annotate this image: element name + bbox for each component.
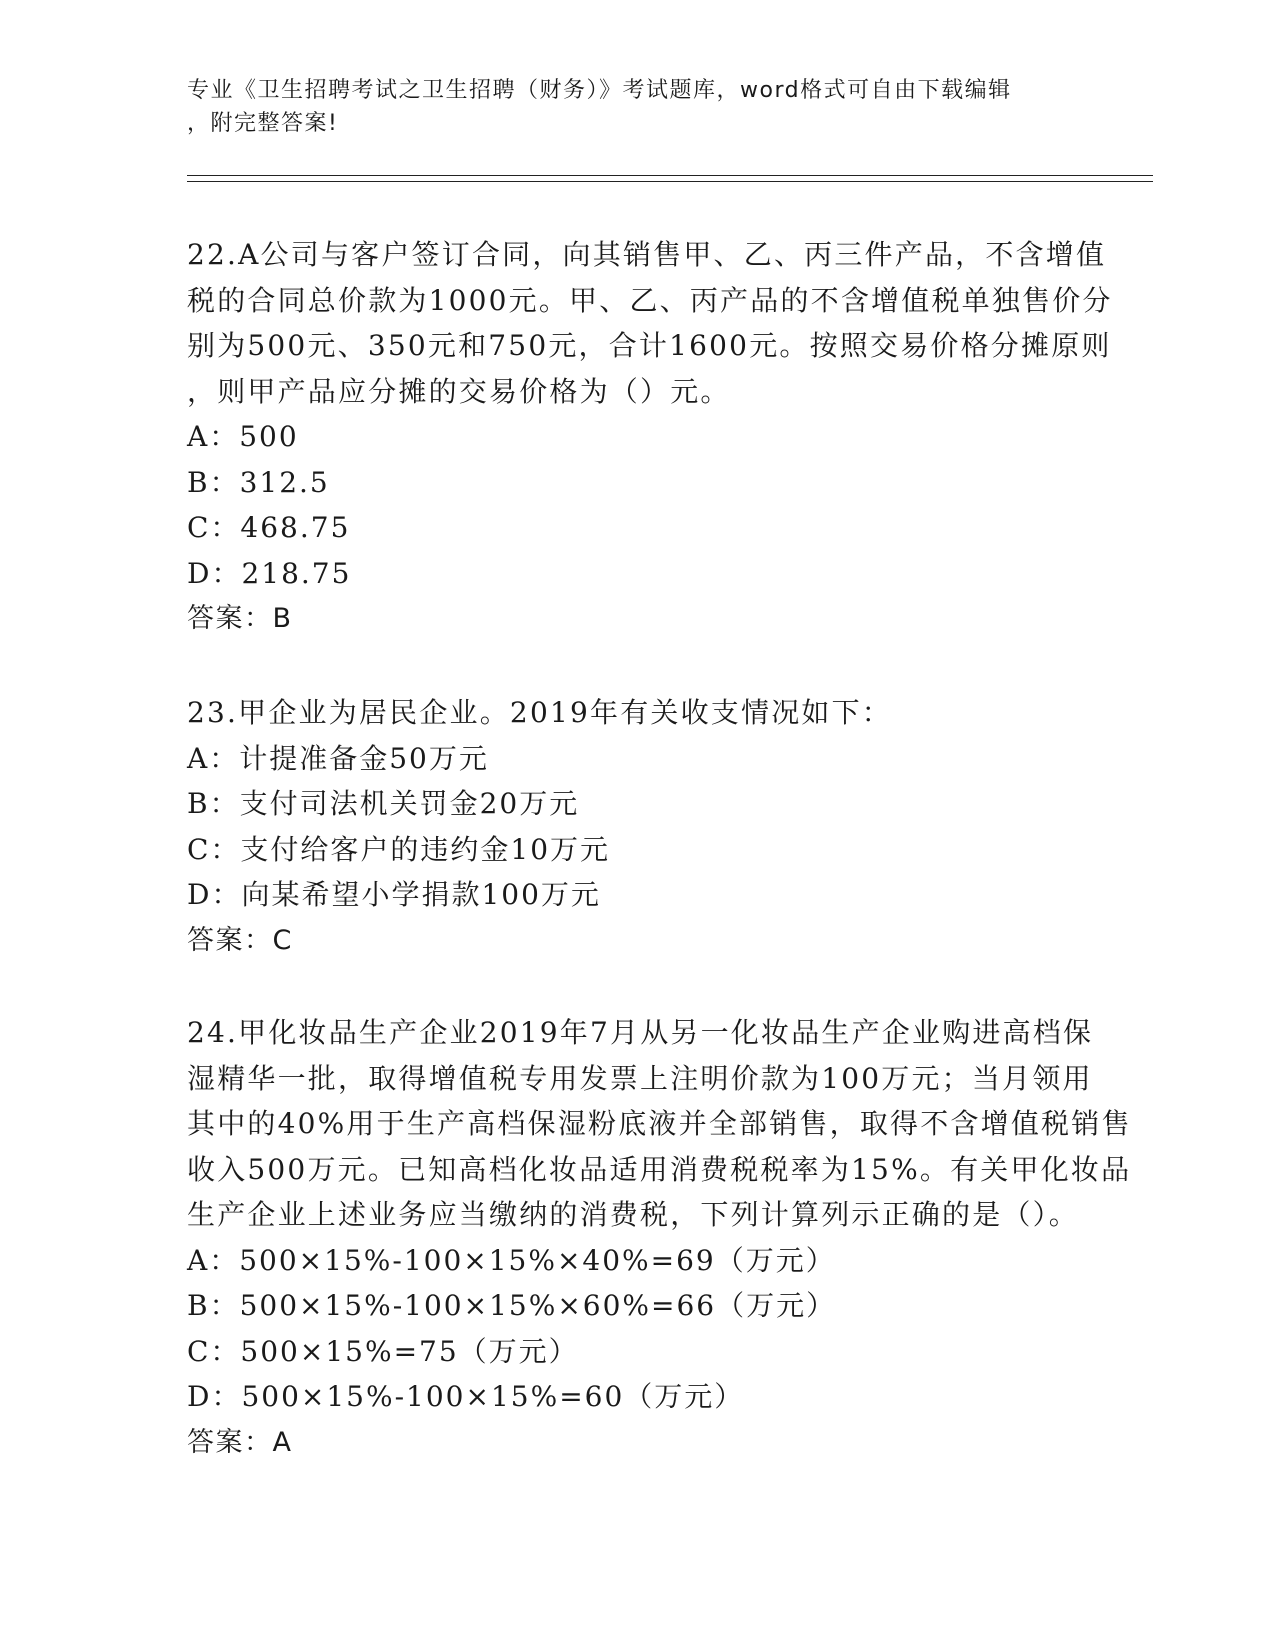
option-a: A：500×15%-100×15%×40%=69（万元） [187,1243,836,1277]
option-b: B：支付司法机关罚金20万元 [187,787,580,820]
answer-label: 答案：A [187,1426,293,1458]
option-a: A：计提准备金50万元 [187,741,489,775]
option-c: C：支付给客户的违约金10万元 [187,832,611,866]
option-d: D：500×15%-100×15%=60（万元） [187,1380,745,1413]
option-b: B：500×15%-100×15%×60%=66（万元） [187,1289,837,1322]
question-stem-line: 24.甲化妆品生产企业2019年7月从另一化妆品生产企业购进高档保 [187,1016,1094,1049]
question-stem-line: 22.A公司与客户签订合同，向其销售甲、乙、丙三件产品，不含增值 [187,238,1107,271]
header-line-1: 专业《卫生招聘考试之卫生招聘（财务）》考试题库，word格式可自由下载编辑 [187,78,1012,103]
document-header [187,74,1087,140]
header-divider-top [187,175,1153,176]
header-line-2: ，附完整答案! [187,111,339,136]
question-stem-line: 湿精华一批，取得增值税专用发票上注明价款为100万元；当月领用 [187,1061,1093,1095]
option-d: D：向某希望小学捐款100万元 [187,878,601,911]
answer-label: 答案：B [187,603,293,634]
question-stem-line: 收入500万元。已知高档化妆品适用消费税税率为15%。有关甲化妆品 [187,1152,1132,1186]
question-stem-line: 23.甲企业为居民企业。2019年有关收支情况如下： [187,696,892,729]
question-22 [187,232,1113,642]
question-stem-line: 税的合同总价款为1000元。甲、乙、丙产品的不含增值税单独售价分 [187,283,1113,317]
question-stem-line: 其中的40%用于生产高档保湿粉底液并全部销售，取得不含增值税销售 [187,1107,1132,1140]
option-c: C：500×15%=75（万元） [187,1334,579,1368]
question-stem-line: 别为500元、350元和750元，合计1600元。按照交易价格分摊原则 [187,329,1112,362]
answer-label: 答案：C [187,924,293,956]
option-d: D：218.75 [187,556,352,590]
question-stem-line: 生产企业上述业务应当缴纳的消费税，下列计算列示正确的是（）。 [187,1198,1080,1231]
option-c: C：468.75 [187,511,351,544]
option-b: B：312.5 [187,465,330,499]
question-23 [187,690,1087,964]
question-24 [187,1010,1132,1466]
question-stem-line: ，则甲产品应分摊的交易价格为（）元。 [187,374,731,408]
header-divider-bottom [187,181,1153,182]
option-a: A：500 [187,420,299,453]
